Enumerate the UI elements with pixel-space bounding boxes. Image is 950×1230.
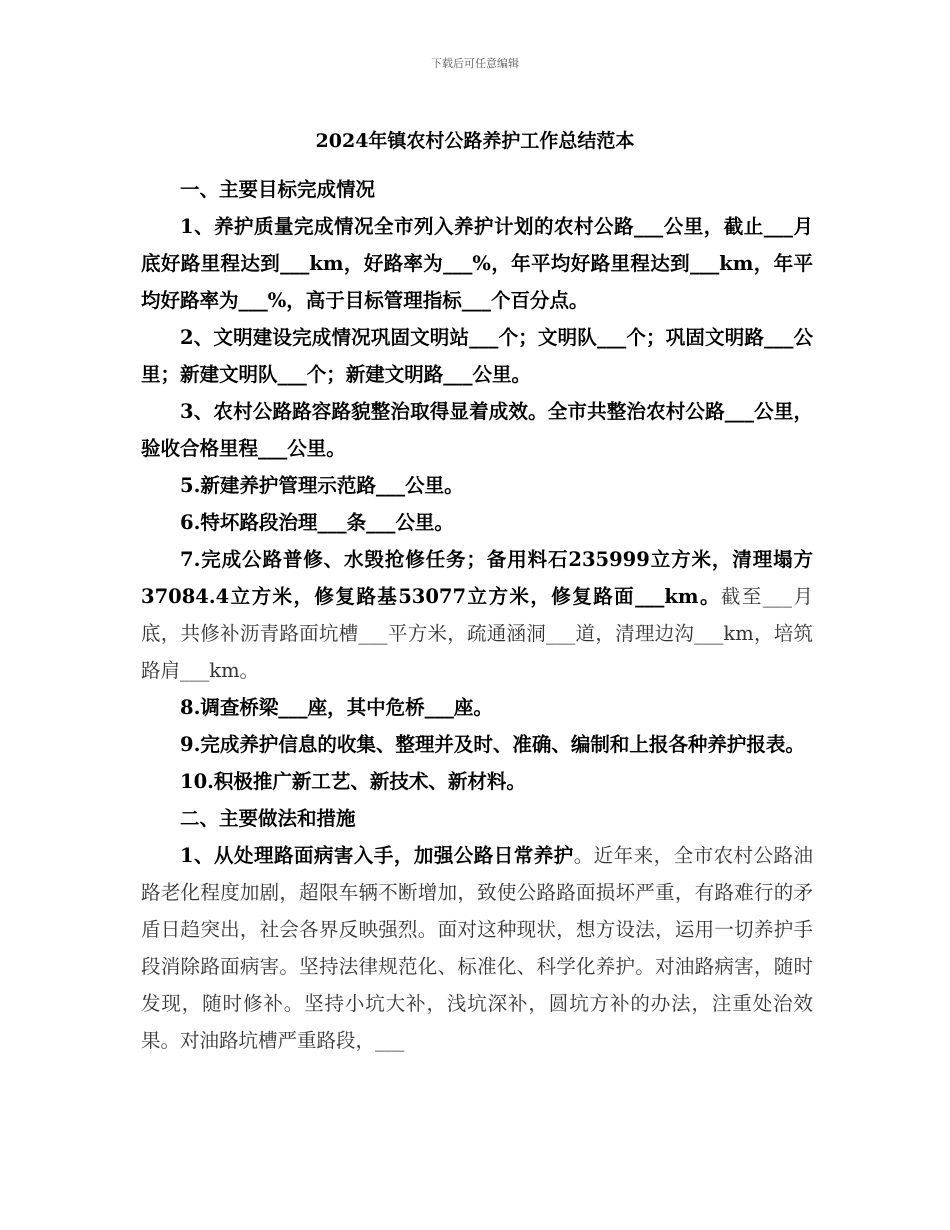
header-note: 下载后可任意编辑 (431, 57, 519, 70)
paragraph: 10.积极推广新工艺、新技术、新材料。 (180, 770, 526, 793)
paragraph: 1、养护质量完成情况全市列入养护计划的农村公路___公里，截止___月底好路里程达到___km，好路率为___%，年平均好路里程达到___km，年平均好路率为___%，高于目标管理指标___个百分点。 (141, 215, 813, 312)
paragraph: 1、从处理路面病害入手，加强公路日常养护。近年来，全市农村公路油路老化程度加剧，超限车辆不断增加，致使公路路面损坏严重，有路难行的矛盾日趋突出，社会各界反映强烈。面对这种现状，想方设法，运用一切养护手段消除路面病害。坚持法律规范化、标准化、科学化养护。对油路病害，随时发现，随时修补。坚持小坑大补，浅坑深补，圆坑方补的办法，注重处治效果。对油路坑槽严重路段，___ (141, 844, 813, 1052)
paragraph: 7.完成公路普修、水毁抢修任务；备用料石235999立方米，清理塌方37084.4立方米，修复路基53077立方米，修复路面___km。截至___月底，共修补沥青路面坑槽___平方米，疏通涵洞___道，清理边沟___km，培筑路肩___km。 (141, 548, 813, 682)
paragraph: 6.特坏路段治理___条___公里。 (180, 511, 454, 534)
paragraph: 8.调查桥梁___座，其中危桥___座。 (180, 696, 493, 719)
document-body (141, 171, 813, 1059)
paragraph: 3、农村公路路容路貌整治取得显着成效。全市共整治农村公路___公里，验收合格里程___公里。 (141, 400, 813, 460)
paragraph: 一、主要目标完成情况 (180, 178, 376, 201)
paragraph: 9.完成养护信息的收集、整理并及时、准确、编制和上报各种养护报表。 (180, 733, 805, 756)
paragraph: 5.新建养护管理示范路___公里。 (180, 474, 464, 497)
document-title: 2024年镇农村公路养护工作总结范本 (315, 130, 635, 152)
paragraph: 二、主要做法和措施 (180, 807, 356, 830)
paragraph: 2、文明建设完成情况巩固文明站___个；文明队___个；巩固文明路___公里；新建文明队___个；新建文明路___公里。 (141, 326, 813, 386)
